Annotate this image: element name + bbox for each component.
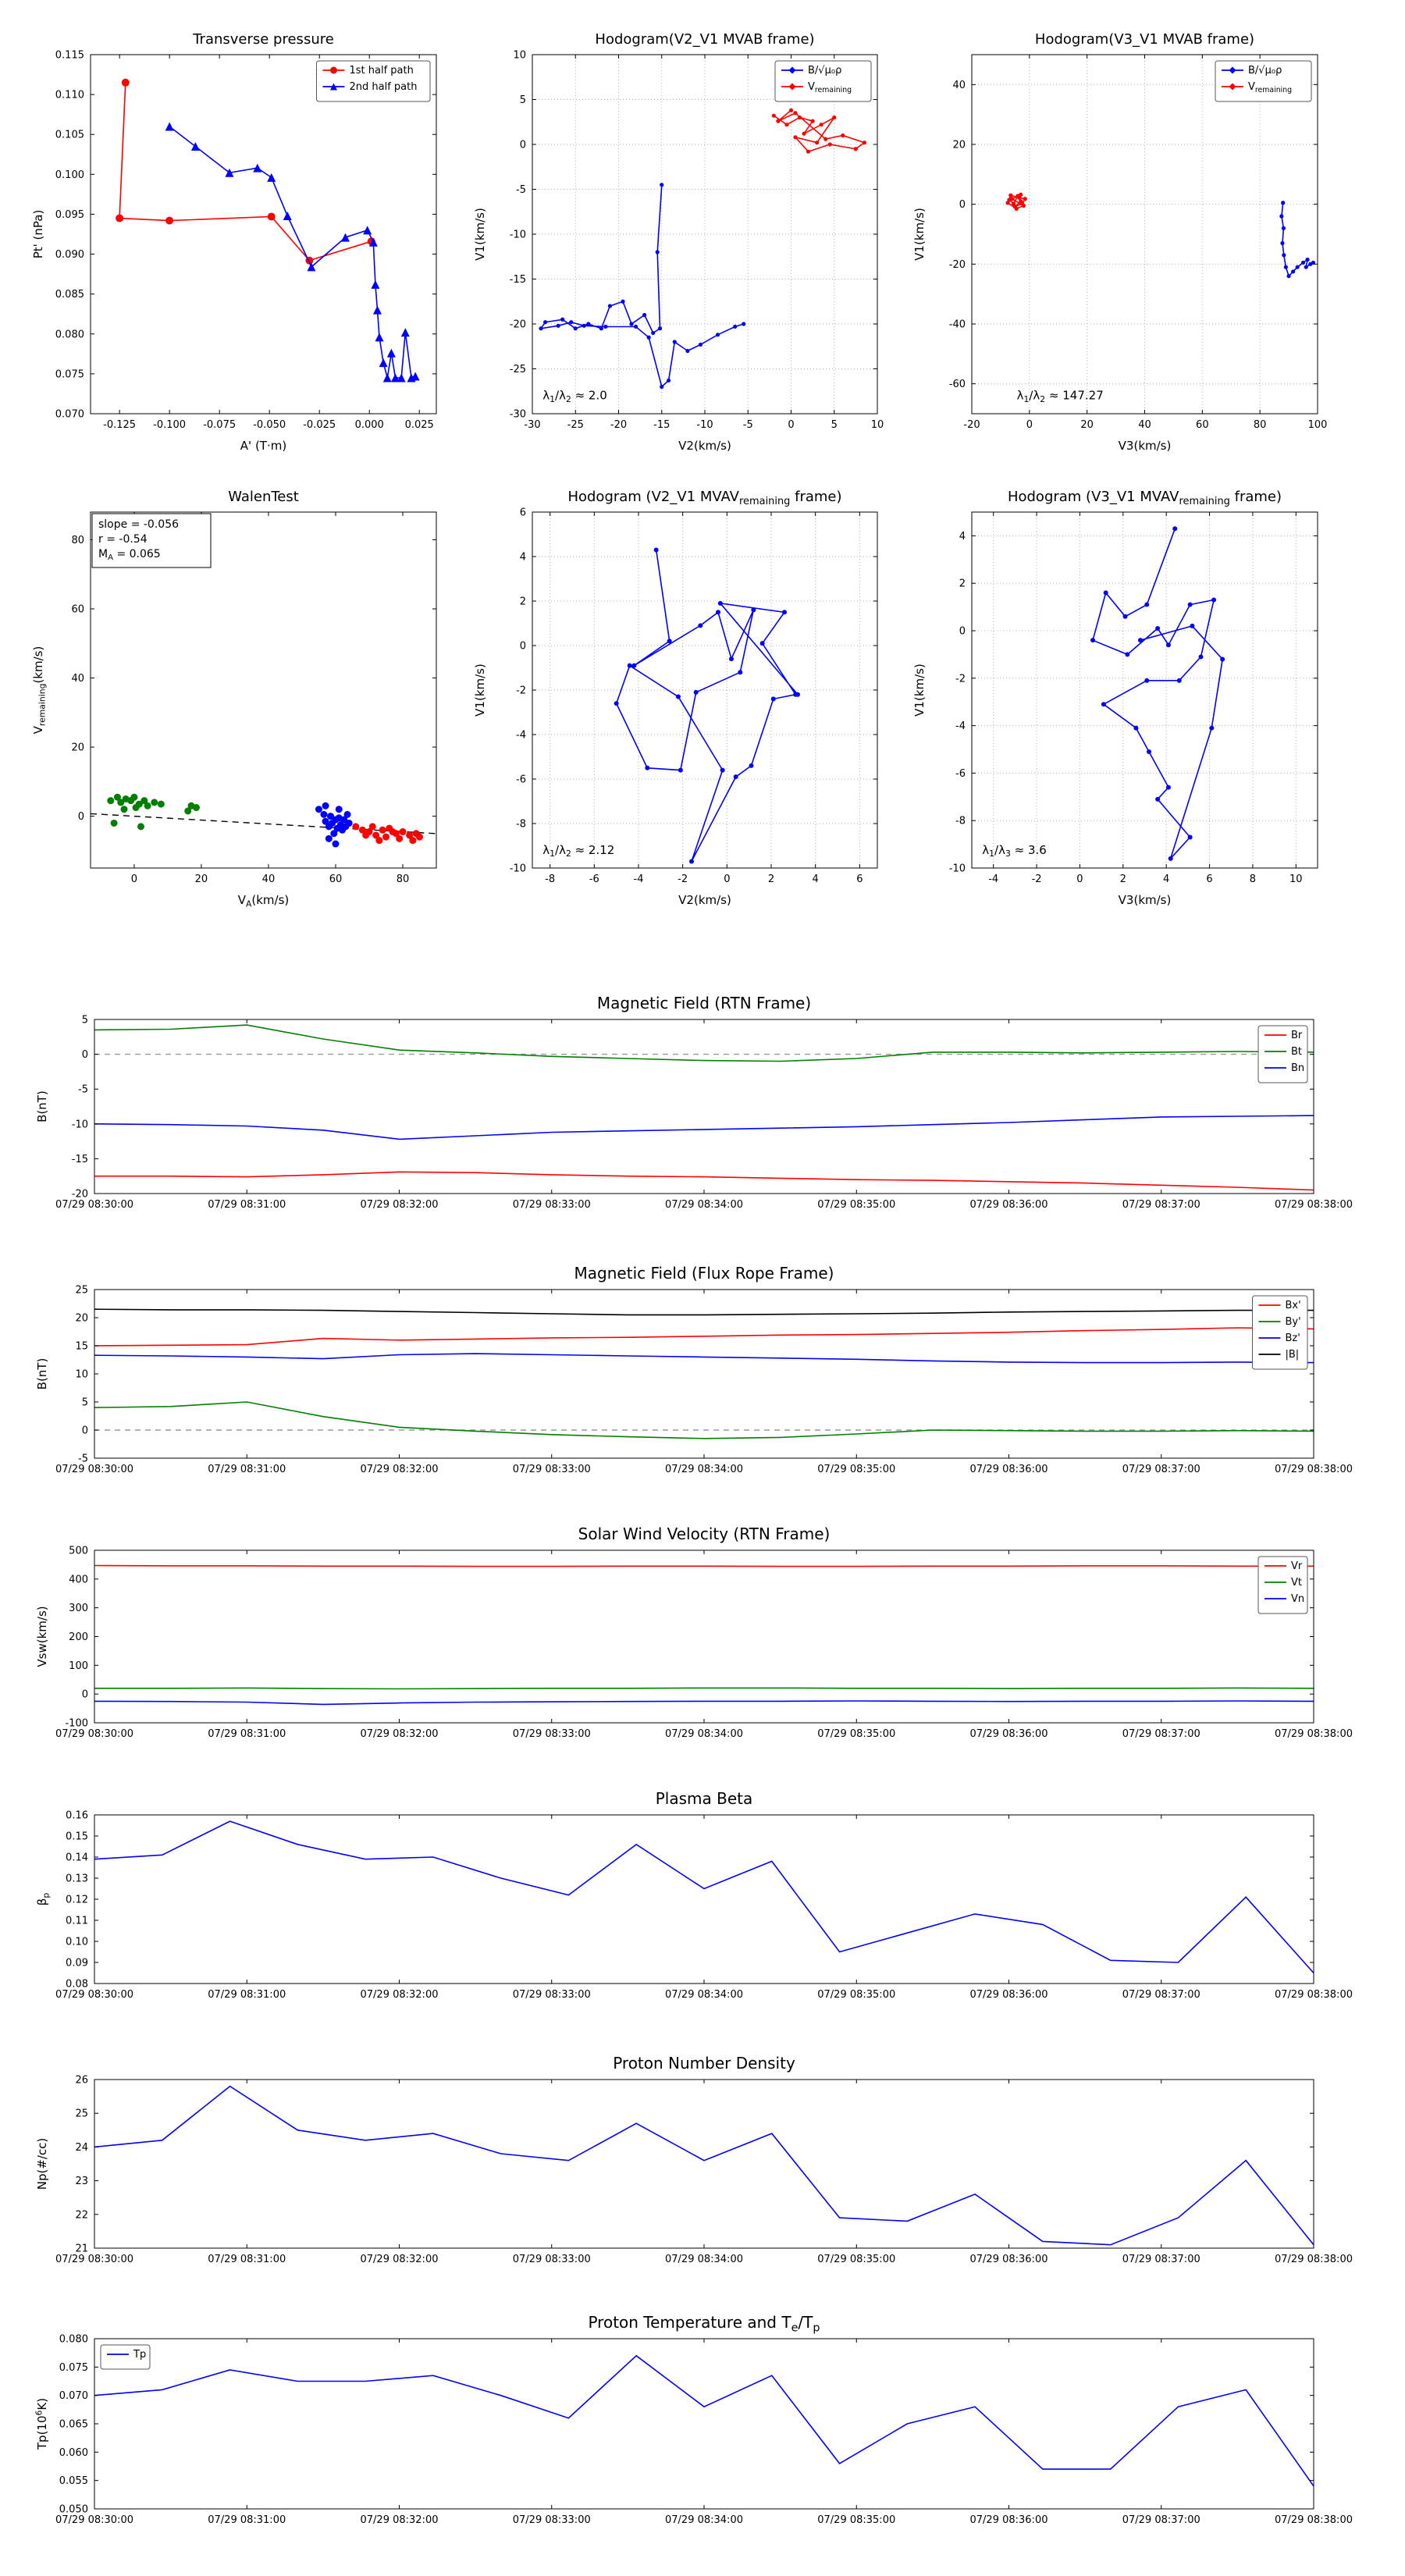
svg-text:λ1/λ2 ≈ 2.0: $\lambda_1/\lambda_2 \approx 2.0$: [542, 388, 607, 404]
svg-text:2: 2: [1119, 873, 1126, 885]
svg-text:Np(#/cc): Np(#/cc): [35, 2137, 49, 2190]
svg-text:Bx': Bx': [1285, 1300, 1301, 1311]
svg-text:0.050: 0.050: [59, 2503, 88, 2516]
svg-text:0.070: 0.070: [55, 408, 84, 421]
svg-text:-0.025: -0.025: [303, 419, 336, 431]
svg-text:07/29 08:35:00: 07/29 08:35:00: [817, 1989, 896, 2001]
svg-text:V1(km/s): V1(km/s): [912, 664, 927, 717]
svg-text:07/29 08:33:00: 07/29 08:33:00: [512, 1199, 591, 1211]
svg-text:0.070: 0.070: [59, 2390, 88, 2403]
svg-text:60: 60: [329, 873, 343, 885]
svg-text:-4: -4: [988, 873, 999, 885]
chart-magnetic-field-rtn: [16, 980, 1361, 1240]
svg-text:25: 25: [75, 2108, 88, 2120]
svg-text:07/29 08:38:00: 07/29 08:38:00: [1275, 2254, 1353, 2265]
svg-text:07/29 08:38:00: 07/29 08:38:00: [1275, 1728, 1353, 1740]
chart-proton-number-density: [16, 2041, 1361, 2295]
svg-text:0.11: 0.11: [66, 1915, 88, 1927]
svg-text:-60: -60: [948, 379, 966, 391]
svg-text:0.08: 0.08: [66, 1978, 88, 1991]
svg-text:0.085: 0.085: [55, 289, 84, 301]
svg-text:10: 10: [1289, 873, 1303, 885]
svg-text:Pt' (nPa): Pt' (nPa): [31, 209, 45, 259]
svg-text:0.055: 0.055: [59, 2475, 88, 2488]
svg-text:60: 60: [1196, 419, 1209, 431]
svg-text:-0.100: -0.100: [153, 419, 187, 431]
svg-text:07/29 08:36:00: 07/29 08:36:00: [969, 1989, 1048, 2001]
svg-text:0: 0: [81, 1049, 88, 1062]
svg-text:MA = 0.065: $M_A = 0.065$: [98, 548, 161, 563]
chart-hodogram-v2v1-mvav: [454, 473, 924, 915]
svg-text:07/29 08:32:00: 07/29 08:32:00: [360, 2254, 439, 2265]
svg-text:07/29 08:36:00: 07/29 08:36:00: [969, 1728, 1048, 1740]
svg-text:0: 0: [81, 1425, 88, 1437]
svg-text:r = -0.54: r = -0.54: [98, 533, 148, 546]
svg-text:B(nT): B(nT): [35, 1091, 49, 1123]
svg-text:07/29 08:38:00: 07/29 08:38:00: [1275, 2514, 1353, 2526]
svg-text:0.075: 0.075: [59, 2361, 88, 2374]
svg-text:Proton Temperature and Te/Tp: Proton Temperature and $T_e/T_p$: [588, 2313, 820, 2335]
svg-text:07/29 08:36:00: 07/29 08:36:00: [969, 2254, 1048, 2265]
svg-text:V3(km/s): V3(km/s): [1118, 893, 1172, 907]
svg-text:-10: -10: [509, 229, 526, 241]
chart-plasma-beta: [16, 1776, 1361, 2030]
svg-text:07/29 08:35:00: 07/29 08:35:00: [817, 2254, 896, 2265]
svg-text:4: 4: [1163, 873, 1170, 885]
svg-text:80: 80: [71, 534, 84, 546]
svg-text:-10: -10: [948, 863, 966, 875]
svg-text:-10: -10: [71, 1119, 88, 1131]
svg-text:07/29 08:31:00: 07/29 08:31:00: [208, 2514, 286, 2526]
svg-text:07/29 08:34:00: 07/29 08:34:00: [665, 1989, 743, 2001]
svg-text:07/29 08:37:00: 07/29 08:37:00: [1122, 1989, 1200, 2001]
svg-text:07/29 08:35:00: 07/29 08:35:00: [817, 1728, 896, 1740]
chart-solar-wind-velocity: [16, 1511, 1361, 1770]
svg-text:07/29 08:37:00: 07/29 08:37:00: [1122, 1464, 1200, 1475]
svg-text:07/29 08:34:00: 07/29 08:34:00: [665, 1728, 743, 1740]
svg-text:8: 8: [1249, 873, 1257, 885]
svg-text:0.075: 0.075: [55, 368, 84, 381]
svg-text:Hodogram (V2_V1 MVAVremaining: Hodogram (V2_V1 $MVAV_{remaining}$ frame): [567, 489, 842, 507]
svg-text:0.115: 0.115: [55, 49, 84, 62]
svg-text:07/29 08:33:00: 07/29 08:33:00: [512, 1728, 591, 1740]
svg-text:-8: -8: [955, 815, 966, 827]
svg-text:-2: -2: [1031, 873, 1042, 885]
svg-text:07/29 08:35:00: 07/29 08:35:00: [817, 2514, 896, 2526]
svg-text:Magnetic Field (RTN Frame): Magnetic Field (RTN Frame): [596, 994, 812, 1012]
svg-text:10: 10: [513, 49, 526, 62]
svg-text:0: 0: [519, 139, 526, 151]
svg-text:Vt: Vt: [1291, 1577, 1302, 1589]
svg-text:V2(km/s): V2(km/s): [678, 893, 731, 907]
svg-text:07/29 08:32:00: 07/29 08:32:00: [360, 1989, 439, 2001]
svg-text:-5: -5: [78, 1083, 88, 1096]
svg-text:0.000: 0.000: [354, 419, 384, 431]
svg-text:Vremaining: $V_{remaining}$: [1248, 81, 1293, 94]
svg-text:07/29 08:30:00: 07/29 08:30:00: [55, 1199, 133, 1211]
svg-text:20: 20: [75, 1312, 88, 1325]
svg-text:0.110: 0.110: [55, 89, 84, 101]
svg-text:07/29 08:37:00: 07/29 08:37:00: [1122, 2254, 1200, 2265]
svg-text:2: 2: [519, 596, 526, 608]
svg-text:0.100: 0.100: [55, 169, 84, 181]
svg-text:23: 23: [75, 2176, 88, 2188]
svg-text:07/29 08:34:00: 07/29 08:34:00: [665, 1464, 743, 1475]
svg-text:0.105: 0.105: [55, 129, 84, 141]
svg-text:0: 0: [1026, 419, 1033, 431]
svg-text:07/29 08:33:00: 07/29 08:33:00: [512, 1989, 591, 2001]
svg-text:-20: -20: [948, 258, 966, 271]
chart-hodogram-v2v1-mvab: [454, 16, 924, 461]
chart-hodogram-v3v1-mvab: [894, 16, 1364, 461]
svg-text:40: 40: [71, 673, 84, 685]
svg-text:-0.125: -0.125: [103, 419, 137, 431]
svg-text:0: 0: [77, 811, 84, 824]
svg-text:0: 0: [519, 640, 526, 653]
svg-text:0.12: 0.12: [66, 1894, 88, 1906]
svg-text:10: 10: [75, 1368, 88, 1381]
svg-text:5: 5: [831, 419, 838, 431]
svg-text:βp: $\beta_p$: [35, 1892, 52, 1906]
svg-text:07/29 08:33:00: 07/29 08:33:00: [512, 2514, 591, 2526]
svg-text:V1(km/s): V1(km/s): [473, 664, 487, 717]
svg-text:VA(km/s): $V_A(km/s)$: [237, 893, 290, 909]
svg-text:4: 4: [959, 530, 966, 543]
svg-text:07/29 08:30:00: 07/29 08:30:00: [55, 1728, 133, 1740]
svg-text:07/29 08:31:00: 07/29 08:31:00: [208, 1464, 286, 1475]
svg-text:λ1/λ2 ≈ 147.27: $\lambda_1/\lambda_2 \approx 147.27$: [1016, 388, 1104, 404]
svg-text:07/29 08:30:00: 07/29 08:30:00: [55, 1989, 133, 2001]
svg-text:07/29 08:38:00: 07/29 08:38:00: [1275, 1199, 1353, 1211]
svg-text:10: 10: [870, 419, 884, 431]
svg-text:-20: -20: [610, 419, 628, 431]
svg-text:Hodogram (V3_V1 MVAVremaining: Hodogram (V3_V1 $MVAV_{remaining}$ frame): [1007, 489, 1282, 507]
svg-text:0.13: 0.13: [66, 1873, 88, 1885]
svg-text:Vn: Vn: [1291, 1593, 1305, 1605]
svg-text:0: 0: [81, 1688, 88, 1701]
svg-text:Plasma Beta: Plasma Beta: [655, 1789, 753, 1808]
svg-text:Proton Number Density: Proton Number Density: [613, 2054, 795, 2073]
svg-text:Vremaining: $V_{remaining}$: [808, 81, 852, 94]
svg-text:22: 22: [75, 2209, 88, 2222]
svg-text:By': By': [1285, 1316, 1301, 1328]
svg-text:0.15: 0.15: [66, 1831, 88, 1843]
svg-text:-10: -10: [696, 419, 713, 431]
svg-text:-20: -20: [509, 318, 526, 331]
svg-text:20: 20: [952, 139, 966, 151]
svg-text:07/29 08:36:00: 07/29 08:36:00: [969, 1199, 1048, 1211]
svg-text:Magnetic Field (Flux Rope Fram: Magnetic Field (Flux Rope Frame): [574, 1264, 834, 1283]
svg-text:300: 300: [69, 1603, 88, 1615]
svg-text:-4: -4: [955, 720, 966, 733]
svg-text:-2: -2: [678, 873, 688, 885]
svg-text:0.025: 0.025: [404, 419, 434, 431]
svg-text:Tp(106K): $Tp(10^6K)$: [34, 2397, 49, 2450]
svg-text:0.16: 0.16: [66, 1809, 88, 1822]
chart-hodogram-v3v1-mvav: [894, 473, 1364, 915]
svg-text:-100: -100: [65, 1717, 88, 1730]
svg-text:A' (T·m): A' (T·m): [240, 439, 287, 453]
svg-text:Transverse pressure: Transverse pressure: [193, 31, 334, 48]
svg-text:slope = -0.056: slope = -0.056: [98, 518, 180, 531]
chart-magnetic-field-flux-rope: [16, 1251, 1361, 1505]
svg-text:λ1/λ3 ≈ 3.6: $\lambda_1/\lambda_3 \approx 3.6$: [982, 842, 1047, 859]
svg-text:Tp: Tp: [133, 2349, 147, 2361]
svg-text:60: 60: [71, 603, 84, 616]
svg-text:-6: -6: [516, 774, 526, 786]
svg-text:07/29 08:37:00: 07/29 08:37:00: [1122, 1728, 1200, 1740]
svg-text:0.080: 0.080: [55, 329, 84, 341]
svg-text:-40: -40: [948, 318, 966, 331]
svg-text:0.065: 0.065: [59, 2418, 88, 2431]
svg-text:200: 200: [69, 1631, 88, 1643]
svg-text:λ1/λ2 ≈ 2.12: $\lambda_1/\lambda_2 \approx 2.12$: [542, 842, 615, 859]
svg-text:-15: -15: [653, 419, 670, 431]
svg-text:100: 100: [1307, 419, 1328, 431]
svg-text:-5: -5: [742, 419, 753, 431]
svg-text:B/√μ₀ρ: B/√μ₀ρ: [808, 65, 842, 76]
svg-text:B(nT): B(nT): [35, 1357, 49, 1390]
svg-text:07/29 08:36:00: 07/29 08:36:00: [969, 2514, 1048, 2526]
svg-text:5: 5: [81, 1014, 88, 1026]
svg-text:0.14: 0.14: [66, 1852, 88, 1864]
svg-text:40: 40: [1138, 419, 1151, 431]
svg-text:21: 21: [75, 2243, 88, 2255]
svg-text:Vsw(km/s): Vsw(km/s): [35, 1606, 49, 1667]
svg-text:0.080: 0.080: [59, 2333, 88, 2346]
svg-text:4: 4: [519, 551, 526, 564]
svg-text:Vremaining(km/s): $V_{remaining}(km/s)$: [31, 646, 48, 735]
svg-text:0: 0: [959, 199, 966, 212]
svg-text:07/29 08:32:00: 07/29 08:32:00: [360, 1199, 439, 1211]
svg-text:-5: -5: [78, 1453, 88, 1465]
svg-text:Hodogram(V3_V1 MVAB frame): Hodogram(V3_V1 MVAB frame): [1034, 31, 1255, 48]
svg-text:07/29 08:34:00: 07/29 08:34:00: [665, 2514, 743, 2526]
svg-text:V2(km/s): V2(km/s): [678, 439, 731, 453]
svg-text:40: 40: [952, 79, 966, 91]
svg-text:07/29 08:33:00: 07/29 08:33:00: [512, 1464, 591, 1475]
svg-text:07/29 08:38:00: 07/29 08:38:00: [1275, 1989, 1353, 2001]
svg-text:-0.075: -0.075: [203, 419, 237, 431]
svg-text:-30: -30: [524, 419, 541, 431]
svg-text:07/29 08:37:00: 07/29 08:37:00: [1122, 1199, 1200, 1211]
svg-text:15: 15: [75, 1340, 88, 1353]
svg-text:0: 0: [788, 419, 795, 431]
svg-text:B/√μ₀ρ: B/√μ₀ρ: [1248, 65, 1282, 76]
svg-text:Solar Wind Velocity (RTN Frame: Solar Wind Velocity (RTN Frame): [578, 1525, 831, 1543]
svg-text:6: 6: [1206, 873, 1213, 885]
svg-text:-5: -5: [516, 184, 526, 196]
svg-text:-20: -20: [963, 419, 980, 431]
svg-text:20: 20: [71, 742, 84, 754]
svg-text:Vr: Vr: [1291, 1560, 1303, 1572]
svg-text:2: 2: [767, 873, 775, 885]
chart-walen-test: [12, 473, 483, 915]
svg-text:07/29 08:31:00: 07/29 08:31:00: [208, 2254, 286, 2265]
svg-text:0.095: 0.095: [55, 208, 84, 221]
svg-text:0: 0: [724, 873, 731, 885]
svg-text:Bz': Bz': [1285, 1332, 1300, 1344]
svg-text:Br: Br: [1291, 1030, 1303, 1041]
svg-text:07/29 08:32:00: 07/29 08:32:00: [360, 1464, 439, 1475]
svg-text:07/29 08:35:00: 07/29 08:35:00: [817, 1199, 896, 1211]
svg-text:07/29 08:35:00: 07/29 08:35:00: [817, 1464, 896, 1475]
svg-text:-25: -25: [509, 364, 526, 375]
svg-text:07/29 08:37:00: 07/29 08:37:00: [1122, 2514, 1200, 2526]
svg-text:V3(km/s): V3(km/s): [1118, 439, 1172, 453]
svg-text:V1(km/s): V1(km/s): [912, 208, 927, 261]
svg-text:07/29 08:32:00: 07/29 08:32:00: [360, 2514, 439, 2526]
svg-text:2nd half path: 2nd half path: [349, 81, 418, 93]
svg-text:24: 24: [75, 2141, 88, 2154]
svg-text:Bn: Bn: [1291, 1062, 1305, 1074]
svg-text:07/29 08:38:00: 07/29 08:38:00: [1275, 1464, 1353, 1475]
svg-text:-10: -10: [509, 863, 526, 875]
chart-proton-temperature: [16, 2300, 1361, 2556]
svg-text:2: 2: [959, 578, 966, 590]
svg-text:500: 500: [69, 1545, 88, 1557]
chart-transverse-pressure: [12, 16, 483, 461]
svg-text:40: 40: [261, 873, 276, 885]
svg-text:0.090: 0.090: [55, 249, 84, 262]
svg-text:6: 6: [856, 873, 863, 885]
svg-text:-2: -2: [955, 673, 966, 685]
svg-text:-4: -4: [633, 873, 644, 885]
svg-text:V1(km/s): V1(km/s): [473, 208, 487, 261]
svg-text:26: 26: [75, 2074, 88, 2087]
svg-text:Hodogram(V2_V1 MVAB frame): Hodogram(V2_V1 MVAB frame): [595, 31, 815, 48]
svg-text:-25: -25: [567, 419, 584, 431]
svg-text:-6: -6: [589, 873, 599, 885]
svg-text:-6: -6: [955, 767, 966, 780]
svg-text:07/29 08:33:00: 07/29 08:33:00: [512, 2254, 591, 2265]
svg-text:4: 4: [812, 873, 819, 885]
svg-text:07/29 08:31:00: 07/29 08:31:00: [208, 1989, 286, 2001]
svg-text:400: 400: [69, 1574, 88, 1586]
svg-text:6: 6: [519, 507, 526, 519]
svg-text:5: 5: [81, 1397, 88, 1409]
svg-text:07/29 08:32:00: 07/29 08:32:00: [360, 1728, 439, 1740]
svg-text:|B|: |B|: [1285, 1349, 1300, 1361]
svg-text:Bt: Bt: [1291, 1046, 1303, 1058]
svg-text:0.060: 0.060: [59, 2446, 88, 2459]
svg-text:07/29 08:34:00: 07/29 08:34:00: [665, 2254, 743, 2265]
svg-text:07/29 08:36:00: 07/29 08:36:00: [969, 1464, 1048, 1475]
svg-text:100: 100: [69, 1660, 88, 1672]
svg-text:-8: -8: [545, 873, 556, 885]
svg-text:0: 0: [959, 625, 966, 638]
svg-text:-20: -20: [71, 1188, 88, 1201]
svg-text:07/29 08:30:00: 07/29 08:30:00: [55, 2254, 133, 2265]
svg-text:0.10: 0.10: [66, 1936, 88, 1948]
svg-text:-15: -15: [71, 1153, 88, 1165]
svg-text:-4: -4: [516, 729, 526, 742]
svg-text:-2: -2: [516, 685, 526, 697]
svg-text:0: 0: [1076, 873, 1083, 885]
svg-text:0.09: 0.09: [66, 1957, 88, 1969]
svg-text:5: 5: [519, 94, 526, 106]
svg-text:1st half path: 1st half path: [349, 65, 414, 76]
svg-text:20: 20: [194, 873, 208, 885]
svg-text:-0.050: -0.050: [253, 419, 286, 431]
svg-text:0: 0: [130, 873, 138, 885]
svg-text:07/29 08:30:00: 07/29 08:30:00: [55, 1464, 133, 1475]
svg-text:07/29 08:31:00: 07/29 08:31:00: [208, 1199, 286, 1211]
svg-text:-30: -30: [509, 408, 526, 421]
svg-text:20: 20: [1080, 419, 1094, 431]
svg-text:07/29 08:30:00: 07/29 08:30:00: [55, 2514, 133, 2526]
svg-text:07/29 08:34:00: 07/29 08:34:00: [665, 1199, 743, 1211]
svg-text:07/29 08:31:00: 07/29 08:31:00: [208, 1728, 286, 1740]
svg-text:80: 80: [396, 873, 410, 885]
svg-text:25: 25: [75, 1284, 88, 1297]
svg-text:WalenTest: WalenTest: [228, 489, 299, 505]
svg-text:-15: -15: [509, 274, 526, 286]
svg-text:80: 80: [1253, 419, 1267, 431]
svg-text:-8: -8: [516, 818, 526, 831]
